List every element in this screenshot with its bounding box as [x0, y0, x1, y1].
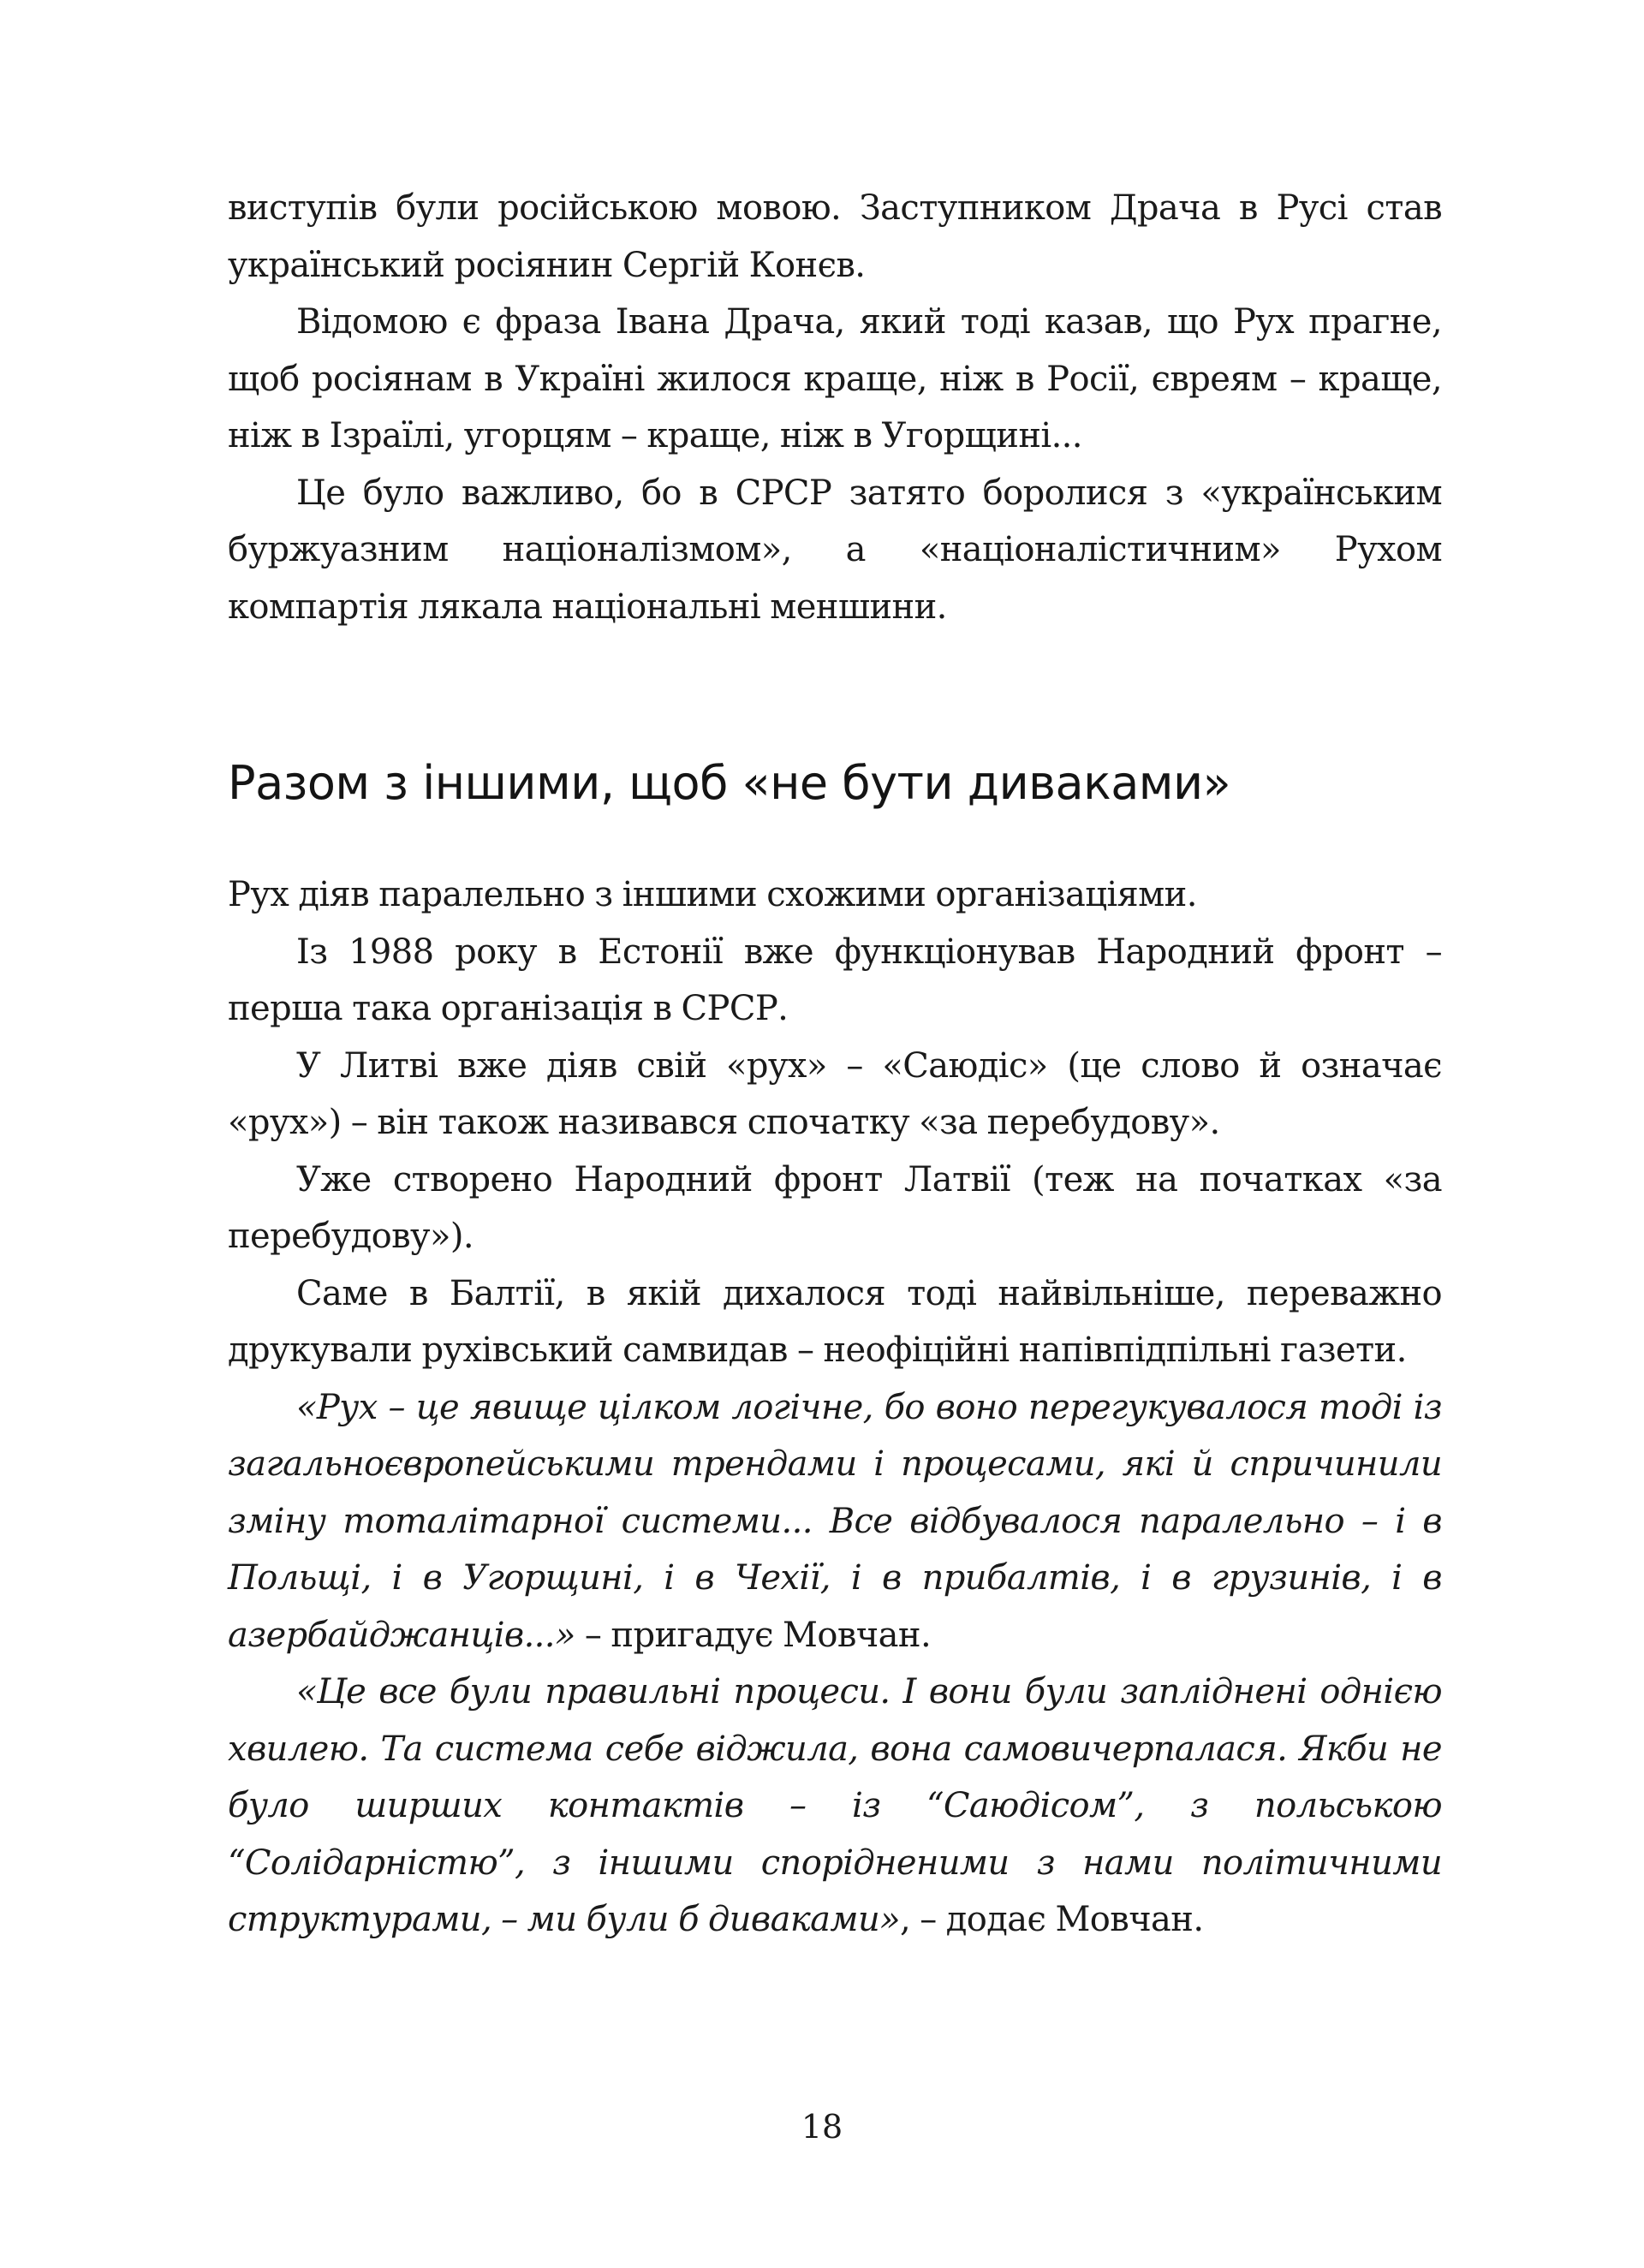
paragraph: Рух діяв паралельно з іншими схожими організаціями.: [228, 875, 1197, 914]
paragraph: Це було важливо, бо в СРСР затято боролися з «українським буржуазним націоналізмом», а «націоналістичним» Рухом компартія лякала національні меншини.: [228, 473, 1442, 627]
paragraph: виступів були російською мовою. Заступником Драча в Русі став український росіянин Сергій Конєв.: [228, 188, 1442, 285]
attribution-text: – пригадує Мовчан.: [575, 1615, 932, 1655]
quote-text: «Рух – це явище цілком логічне, бо воно перегукувалося тоді із загальноєвропейськими трендами і процесами, які й спричинили зміну тоталітарної системи... Все відбувалося паралельно – і в Польщі, і в Угорщині, і в Чехії, і в прибалтів, і в грузинів, і в азербайджанців...»: [228, 1387, 1442, 1655]
paragraph: Відомою є фраза Івана Драча, який тоді казав, що Рух прагне, щоб росіянам в Україні жилося краще, ніж в Росії, євреям – краще, ніж в Ізраїлі, угорцям – краще, ніж в Угорщині...: [228, 302, 1442, 455]
section-heading: Разом з іншими, щоб «не бути диваками»: [228, 756, 1231, 810]
paragraph: Саме в Балтії, в якій дихалося тоді найвільніше, переважно друкували рухівський самвидав – неофіційні напівпідпільні газети.: [228, 1273, 1442, 1370]
paragraph: У Литві вже діяв свій «рух» – «Саюдіс» (це слово й означає «рух») – він також називався спочатку «за перебудову».: [228, 1045, 1442, 1142]
attribution-text: , – додає Мовчан.: [900, 1900, 1204, 1939]
paragraph: Уже створено Народний фронт Латвії (теж на початках «за перебудову»).: [228, 1159, 1442, 1256]
quote-paragraph: [228, 1379, 1442, 1664]
quote-text: «Це все були правильні процеси. І вони були запліднені однією хвилею. Та система себе віджила, вона самовичерпалася. Якби не було ширших контактів – із “Саюдісом”, з польською “Солідарністю”, з іншими спорідненими з нами політичними структурами, – ми були б диваками»: [228, 1672, 1442, 1939]
paragraph: Із 1988 року в Естонії вже функціонував Народний фронт – перша така організація в СРСР.: [228, 932, 1442, 1028]
quote-paragraph: [228, 1664, 1442, 1949]
page-number: 18: [801, 2108, 843, 2146]
intro-text-block: [228, 180, 1442, 635]
section-body: [228, 866, 1442, 1949]
